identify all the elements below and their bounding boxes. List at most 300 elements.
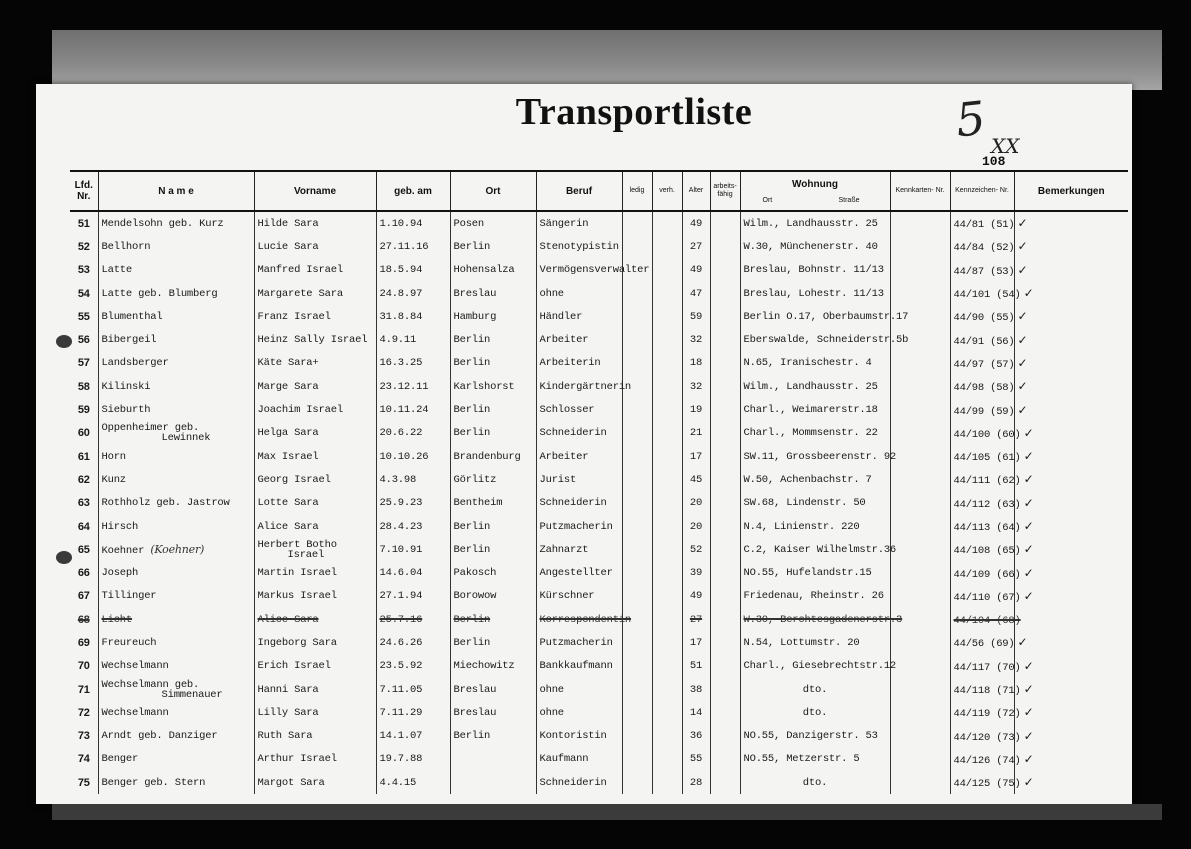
row-address-text: NO.55, Hufelandstr.15 — [743, 567, 872, 580]
row-number — [70, 608, 98, 631]
row-profession-text: ohne — [539, 683, 564, 696]
row-kennzeichen-nr-text: 44/112 (63) — [953, 498, 1021, 511]
row-name-text: Licht — [101, 613, 133, 626]
row-number-text: 66 — [77, 567, 90, 580]
row-age-text: 59 — [689, 310, 703, 323]
row-ledig — [622, 235, 652, 258]
row-profession-text: Schneiderin — [539, 497, 607, 510]
row-birthdate-text: 23.5.92 — [379, 660, 423, 673]
row-kennzeichen-nr — [950, 608, 1021, 631]
table-row — [70, 468, 1128, 491]
row-arbeitsfaehig — [710, 515, 740, 538]
row-number-text: 62 — [77, 473, 90, 486]
row-name — [98, 515, 254, 538]
row-number — [70, 445, 98, 468]
row-age — [682, 445, 710, 468]
row-number — [70, 492, 98, 515]
row-ledig — [622, 282, 652, 305]
row-profession — [536, 328, 622, 351]
row-vorname-text: Georg Israel — [257, 473, 331, 486]
row-number-text: 64 — [77, 520, 90, 533]
row-kennzeichen-nr-text: 44/100 (60) — [953, 428, 1021, 441]
row-kennzeichen-nr — [950, 305, 1028, 328]
row-kennzeichen-nr — [950, 398, 1028, 421]
table-row — [70, 515, 1128, 538]
row-address — [740, 328, 909, 351]
row-kennzeichen-nr-text: 44/99 (59) — [953, 405, 1015, 418]
row-address — [740, 515, 890, 538]
col-kennzeichen-nr: Kennzeichen- Nr. — [950, 171, 1014, 211]
row-birthplace-text: Brandenburg — [453, 450, 521, 463]
row-arbeitsfaehig — [710, 352, 740, 375]
row-vorname — [254, 725, 376, 748]
row-address-text: SW.11, Grossbeerenstr. 92 — [743, 450, 897, 463]
row-verh — [652, 468, 682, 491]
row-ledig — [622, 748, 652, 771]
row-birthplace-text: Miechowitz — [453, 660, 515, 673]
row-birthdate-text: 28.4.23 — [379, 520, 423, 533]
col-bemerkungen: Bemerkungen — [1014, 171, 1128, 211]
checkmark-icon: ✓ — [1017, 309, 1028, 324]
row-number-text: 74 — [77, 753, 90, 766]
row-name — [98, 771, 254, 794]
row-profession-text: ohne — [539, 287, 564, 300]
col-name: N a m e — [98, 171, 254, 211]
checkmark-icon: ✓ — [1023, 286, 1034, 301]
row-address-text: Charl., Weimarerstr.18 — [743, 404, 878, 417]
row-birthdate — [376, 538, 450, 561]
row-ledig — [622, 771, 652, 794]
row-vorname — [254, 352, 376, 375]
row-profession — [536, 468, 622, 491]
row-profession-text: Sängerin — [539, 217, 589, 230]
row-address — [740, 631, 890, 654]
row-vorname-text: Herbert Botho — [257, 538, 337, 551]
row-kennzeichen-nr-text: 44/110 (67) — [953, 591, 1021, 604]
row-verh — [652, 655, 682, 678]
row-kennkarten-nr — [890, 748, 950, 771]
row-vorname — [254, 422, 376, 445]
row-name — [98, 585, 254, 608]
row-vorname-text: Margarete Sara — [257, 287, 343, 300]
row-vorname — [254, 328, 376, 351]
row-kennzeichen-nr — [950, 445, 1034, 468]
row-age — [682, 282, 710, 305]
row-age-text: 27 — [689, 240, 703, 253]
row-address-text: W.30, Berchtesgadenerstr.3 — [743, 613, 903, 626]
row-kennzeichen-nr — [950, 561, 1034, 584]
row-age-text: 20 — [689, 497, 703, 510]
row-arbeitsfaehig — [710, 235, 740, 258]
row-birthdate — [376, 725, 450, 748]
row-vorname — [254, 538, 376, 561]
row-birthdate — [376, 328, 450, 351]
row-verh — [652, 422, 682, 445]
row-ledig — [622, 305, 652, 328]
row-name — [98, 492, 254, 515]
row-number-text: 70 — [77, 660, 90, 673]
row-number — [70, 211, 98, 235]
row-age-text: 27 — [689, 613, 703, 626]
row-birthdate-text: 25.9.23 — [379, 497, 423, 510]
row-address-text: N.4, Linienstr. 220 — [743, 520, 860, 533]
row-kennzeichen-nr-text: 44/113 (64) — [953, 522, 1021, 534]
row-number — [70, 422, 98, 445]
row-bemerkungen — [1014, 631, 1128, 654]
row-verh — [652, 771, 682, 794]
row-address — [740, 211, 890, 235]
checkmark-icon: ✓ — [1023, 542, 1034, 557]
row-verh — [652, 211, 682, 235]
checkmark-icon: ✓ — [1023, 728, 1034, 743]
row-age-text: 18 — [689, 357, 703, 370]
table-row — [70, 678, 1128, 701]
row-kennkarten-nr — [890, 585, 950, 608]
row-birthdate — [376, 445, 450, 468]
checkmark-icon: ✓ — [1023, 449, 1034, 464]
row-name-text: Bellhorn — [101, 240, 151, 253]
row-address — [740, 701, 890, 724]
row-birthdate — [376, 468, 450, 491]
row-birthplace — [450, 631, 536, 654]
row-arbeitsfaehig — [710, 259, 740, 282]
row-profession — [536, 398, 622, 421]
row-ledig — [622, 538, 652, 561]
col-verh: verh. — [652, 171, 682, 211]
row-name — [98, 235, 254, 258]
row-number-text: 54 — [77, 287, 90, 300]
row-birthplace — [450, 678, 536, 701]
row-birthdate — [376, 515, 450, 538]
row-bemerkungen — [1014, 235, 1128, 258]
row-address-text: dto. — [802, 776, 828, 789]
row-profession-text: ohne — [539, 706, 564, 719]
row-age-text: 20 — [689, 520, 703, 533]
row-birthdate-text: 24.8.97 — [379, 287, 423, 300]
row-address-text: Breslau, Lohestr. 11/13 — [743, 287, 884, 300]
row-vorname — [254, 211, 376, 235]
row-arbeitsfaehig — [710, 538, 740, 561]
row-age — [682, 771, 710, 794]
row-arbeitsfaehig — [710, 282, 740, 305]
checkmark-icon: ✓ — [1023, 425, 1034, 440]
table-row — [70, 725, 1128, 748]
row-verh — [652, 305, 682, 328]
row-ledig — [622, 422, 652, 445]
row-age-text: 32 — [689, 380, 703, 393]
handwritten-number: 5 — [953, 90, 989, 148]
row-verh — [652, 631, 682, 654]
row-name-text: Horn — [101, 450, 126, 463]
row-age — [682, 655, 710, 678]
checkmark-icon: ✓ — [1017, 239, 1028, 254]
row-birthplace-text: Breslau — [453, 287, 497, 300]
row-profession-text: Schneiderin — [539, 427, 607, 440]
row-birthplace-text: Hamburg — [453, 310, 497, 323]
row-vorname-text: Martin Israel — [257, 567, 337, 580]
row-birthplace-text: Posen — [453, 217, 485, 230]
row-profession-text: Händler — [539, 310, 583, 323]
row-age — [682, 211, 710, 235]
row-name-text: Landsberger — [101, 357, 169, 370]
row-age — [682, 701, 710, 724]
table-row — [70, 631, 1128, 654]
row-number — [70, 585, 98, 608]
row-verh — [652, 538, 682, 561]
row-number — [70, 538, 98, 561]
row-number — [70, 468, 98, 491]
row-number — [70, 259, 98, 282]
row-profession — [536, 515, 622, 538]
row-arbeitsfaehig — [710, 375, 740, 398]
row-name-text: Koehner — [101, 544, 145, 557]
checkmark-icon: ✓ — [1023, 519, 1034, 533]
row-verh — [652, 701, 682, 724]
row-profession — [536, 282, 622, 305]
row-number — [70, 398, 98, 421]
row-kennzeichen-nr — [950, 492, 1034, 515]
row-address-text: Wilm., Landhausstr. 25 — [743, 217, 878, 230]
row-age — [682, 631, 710, 654]
row-address-text: Wilm., Landhausstr. 25 — [743, 380, 878, 393]
row-verh — [652, 445, 682, 468]
row-bemerkungen — [1014, 352, 1128, 375]
row-vorname — [254, 678, 376, 701]
row-ledig — [622, 631, 652, 654]
row-name-text: Freureuch — [101, 636, 157, 649]
row-kennzeichen-nr-text: 44/109 (66) — [953, 568, 1021, 581]
checkmark-icon: ✓ — [1017, 402, 1028, 417]
row-address-text: NO.55, Danzigerstr. 53 — [743, 730, 878, 743]
row-profession-text: Kaufmann — [539, 753, 589, 766]
row-kennkarten-nr — [890, 375, 950, 398]
checkmark-icon: ✓ — [1023, 705, 1034, 720]
transport-table — [70, 170, 1128, 794]
row-arbeitsfaehig — [710, 585, 740, 608]
row-kennzeichen-nr-text: 44/104 (68) — [953, 615, 1021, 628]
row-kennzeichen-nr-text: 44/97 (57) — [953, 358, 1015, 371]
row-ledig — [622, 211, 652, 235]
row-name-text: Benger — [101, 753, 139, 766]
row-ledig — [622, 468, 652, 491]
row-name — [98, 328, 254, 351]
row-birthplace — [450, 259, 536, 282]
row-address — [740, 422, 890, 445]
col-arbeitsfaehig: arbeits- fähig — [710, 171, 740, 211]
row-birthplace — [450, 701, 536, 724]
row-vorname — [254, 398, 376, 421]
row-arbeitsfaehig — [710, 608, 740, 631]
col-alter: Alter — [682, 171, 710, 211]
row-address — [740, 655, 897, 678]
row-kennkarten-nr — [890, 235, 950, 258]
row-birthplace — [450, 492, 536, 515]
checkmark-icon: ✓ — [1017, 635, 1028, 650]
row-vorname-text: Käte Sara+ — [257, 357, 319, 370]
col-geb-am: geb. am — [376, 171, 450, 211]
row-age-text: 17 — [689, 636, 703, 649]
row-kennzeichen-nr — [950, 515, 1034, 538]
handwritten-mark: XX — [991, 134, 1020, 158]
row-profession-text: Arbeiter — [539, 334, 589, 347]
row-vorname-text: Max Israel — [257, 450, 319, 463]
row-birthplace — [450, 352, 536, 375]
row-address-text: Friedenau, Rheinstr. 26 — [743, 590, 884, 603]
row-kennzeichen-nr-text: 44/105 (61) — [953, 452, 1021, 465]
table-row — [70, 608, 1128, 631]
row-number-text: 61 — [77, 450, 90, 463]
row-vorname-text: Markus Israel — [257, 590, 337, 603]
row-profession — [536, 211, 622, 235]
table-row — [70, 235, 1128, 258]
table-row — [70, 375, 1128, 398]
row-number-text: 57 — [77, 357, 90, 370]
row-birthdate — [376, 282, 450, 305]
row-age — [682, 422, 710, 445]
row-profession-text: Schlosser — [539, 404, 595, 417]
col-lfd-nr: Lfd. Nr. — [70, 171, 98, 211]
row-address — [740, 468, 890, 491]
row-name — [98, 468, 254, 491]
row-kennzeichen-nr — [950, 725, 1034, 748]
row-birthplace — [450, 655, 536, 678]
row-ledig — [622, 678, 652, 701]
row-birthplace — [450, 748, 536, 771]
row-name — [98, 678, 254, 701]
row-name-text: Wechselmann — [101, 706, 169, 719]
row-birthplace — [450, 561, 536, 584]
row-birthplace-text: Breslau — [453, 683, 497, 696]
row-verh — [652, 259, 682, 282]
row-birthdate — [376, 561, 450, 584]
row-age — [682, 305, 710, 328]
row-birthplace-text: Berlin — [453, 543, 491, 556]
row-kennzeichen-nr — [950, 538, 1034, 561]
row-birthdate — [376, 235, 450, 258]
row-vorname-text: Alice Sara — [257, 520, 319, 533]
row-birthdate-text: 25.7.16 — [379, 613, 423, 626]
row-name-text: Hirsch — [101, 520, 139, 533]
row-birthplace — [450, 282, 536, 305]
row-age — [682, 492, 710, 515]
row-age-text: 14 — [689, 706, 703, 719]
row-age-text: 32 — [689, 334, 703, 347]
row-address — [740, 259, 890, 282]
row-age-text: 45 — [689, 473, 703, 486]
row-name-text: Blumenthal — [101, 310, 163, 323]
row-age-text: 28 — [689, 776, 703, 789]
row-address-text: Eberswalde, Schneiderstr.5b — [743, 334, 909, 347]
row-birthdate — [376, 305, 450, 328]
row-birthdate-text: 31.8.84 — [379, 310, 423, 323]
row-number-text: 56 — [77, 334, 90, 347]
checkmark-icon: ✓ — [1017, 332, 1028, 347]
row-birthdate-text: 27.11.16 — [379, 240, 429, 253]
row-address — [740, 282, 890, 305]
row-profession — [536, 259, 650, 282]
row-verh — [652, 515, 682, 538]
row-birthplace — [450, 585, 536, 608]
row-profession — [536, 701, 622, 724]
row-birthdate-text: 27.1.94 — [379, 590, 423, 603]
row-kennzeichen-nr-text: 44/90 (55) — [953, 312, 1015, 325]
row-birthdate — [376, 678, 450, 701]
row-arbeitsfaehig — [710, 701, 740, 724]
row-address — [740, 678, 890, 701]
row-birthdate-text: 10.11.24 — [379, 404, 429, 417]
row-verh — [652, 352, 682, 375]
row-kennzeichen-nr — [950, 655, 1034, 678]
row-birthdate — [376, 771, 450, 794]
row-birthplace — [450, 725, 536, 748]
row-verh — [652, 375, 682, 398]
row-number-text: 60 — [77, 427, 90, 440]
row-number — [70, 725, 98, 748]
row-kennzeichen-nr-text: 44/126 (74) — [953, 754, 1021, 767]
row-vorname-text: Erich Israel — [257, 660, 331, 673]
row-ledig — [622, 352, 652, 375]
row-age — [682, 328, 710, 351]
row-arbeitsfaehig — [710, 468, 740, 491]
row-number-text: 69 — [77, 636, 90, 649]
row-bemerkungen — [1014, 211, 1128, 235]
row-vorname — [254, 748, 376, 771]
page-title: Transportliste — [515, 91, 753, 133]
page-number: 108 — [982, 154, 1006, 169]
checkmark-icon: ✓ — [1023, 588, 1034, 603]
row-profession-text: Kindergärtnerin — [539, 380, 632, 393]
row-birthplace — [450, 328, 536, 351]
row-number — [70, 328, 98, 351]
checkmark-icon: ✓ — [1023, 495, 1034, 510]
row-name-text: Mendelsohn geb. Kurz — [101, 217, 224, 230]
row-name-line2: Simmenauer — [161, 688, 223, 701]
row-kennzeichen-nr-text: 44/56 (69) — [953, 638, 1015, 651]
row-address-text: Breslau, Bohnstr. 11/13 — [743, 264, 884, 277]
row-kennkarten-nr — [890, 282, 950, 305]
row-bemerkungen — [1014, 608, 1128, 631]
row-name — [98, 398, 254, 421]
row-vorname-text: Lotte Sara — [257, 497, 319, 510]
row-verh — [652, 608, 682, 631]
row-name-text: Tillinger — [101, 590, 157, 603]
row-vorname — [254, 608, 376, 631]
row-vorname — [254, 375, 376, 398]
checkmark-icon: ✓ — [1017, 379, 1028, 394]
row-birthdate — [376, 631, 450, 654]
row-vorname-text: Arthur Israel — [257, 753, 337, 766]
row-birthplace — [450, 235, 536, 258]
row-birthplace — [450, 375, 536, 398]
row-birthplace-text: Berlin — [453, 404, 491, 417]
row-profession-text: Kontoristin — [539, 730, 607, 743]
row-birthplace-text: Berlin — [453, 240, 491, 253]
row-age-text: 21 — [689, 427, 703, 440]
col-ledig: ledig — [622, 171, 652, 211]
row-number — [70, 305, 98, 328]
row-birthdate-text: 24.6.26 — [379, 636, 423, 649]
row-profession-text: Putzmacherin — [539, 636, 613, 649]
row-profession — [536, 538, 622, 561]
row-name-text: Joseph — [101, 567, 139, 580]
row-address — [740, 492, 890, 515]
row-address-text: C.2, Kaiser Wilhelmstr.36 — [743, 543, 897, 556]
row-bemerkungen — [1014, 375, 1128, 398]
row-birthplace-text: Pakosch — [453, 567, 497, 580]
checkmark-icon: ✓ — [1023, 751, 1034, 766]
row-number — [70, 375, 98, 398]
row-number-text: 71 — [77, 683, 90, 696]
